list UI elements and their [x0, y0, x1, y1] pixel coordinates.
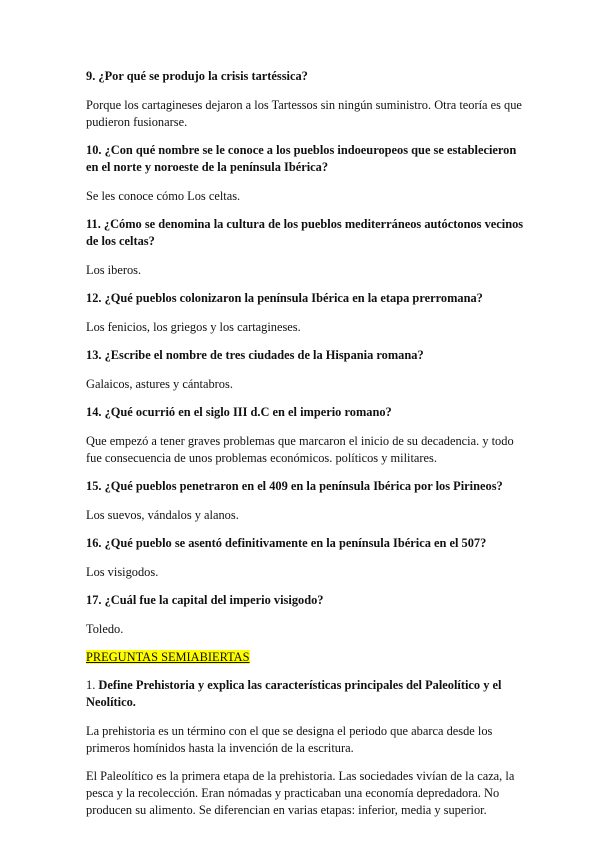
- semi-question-1: [86, 677, 526, 711]
- section-heading: [86, 649, 526, 666]
- section-title-highlight: PREGUNTAS SEMIABIERTAS: [86, 650, 250, 664]
- answer-9: Porque los cartagineses dejaron a los Tartessos sin ningún suministro. Otra teoría es que pudieron fusionarse.: [86, 98, 522, 129]
- answer-11: Los iberos.: [86, 263, 142, 277]
- semi-question-text: Define Prehistoria y explica las características principales del Paleolítico y el Neolítico.: [86, 678, 502, 709]
- answer-17: Toledo.: [86, 622, 124, 636]
- question-17: 17. ¿Cuál fue la capital del imperio visigodo?: [86, 593, 324, 607]
- document-page: [86, 68, 526, 830]
- semi-answer-paragraph-2: El Paleolítico es la primera etapa de la prehistoria. Las sociedades vivían de la caza, la pesca y la recolección. Eran nómadas y practicaban una economía depredadora. No producen su alimento. Se diferencian en varias etapas: inferior, media y superior.: [86, 769, 515, 817]
- answer-15: Los suevos, vándalos y alanos.: [86, 508, 239, 522]
- question-9: 9. ¿Por qué se produjo la crisis tartéssica?: [86, 69, 308, 83]
- answer-12: Los fenicios, los griegos y los cartagineses.: [86, 320, 301, 334]
- question-10: 10. ¿Con qué nombre se le conoce a los pueblos indoeuropeos que se establecieron en el norte y noroeste de la península Ibérica?: [86, 143, 517, 174]
- answer-13: Galaicos, astures y cántabros.: [86, 377, 233, 391]
- semi-question-number: 1.: [86, 678, 99, 692]
- question-11: 11. ¿Cómo se denomina la cultura de los pueblos mediterráneos autóctonos vecinos de los celtas?: [86, 217, 524, 248]
- semi-answer-paragraph-1: La prehistoria es un término con el que se designa el periodo que abarca desde los primeros homínidos hasta la invención de la escritura.: [86, 724, 493, 755]
- answer-16: Los visigodos.: [86, 565, 159, 579]
- question-16: 16. ¿Qué pueblo se asentó definitivamente en la península Ibérica en el 507?: [86, 536, 487, 550]
- question-14: 14. ¿Qué ocurrió en el siglo III d.C en el imperio romano?: [86, 405, 392, 419]
- answer-14: Que empezó a tener graves problemas que marcaron el inicio de su decadencia. y todo fue consecuencia de unos problemas económicos. políticos y militares.: [86, 434, 514, 465]
- question-15: 15. ¿Qué pueblos penetraron en el 409 en la península Ibérica por los Pirineos?: [86, 479, 503, 493]
- question-12: 12. ¿Qué pueblos colonizaron la península Ibérica en la etapa prerromana?: [86, 291, 483, 305]
- question-13: 13. ¿Escribe el nombre de tres ciudades de la Hispania romana?: [86, 348, 424, 362]
- answer-10: Se les conoce cómo Los celtas.: [86, 189, 241, 203]
